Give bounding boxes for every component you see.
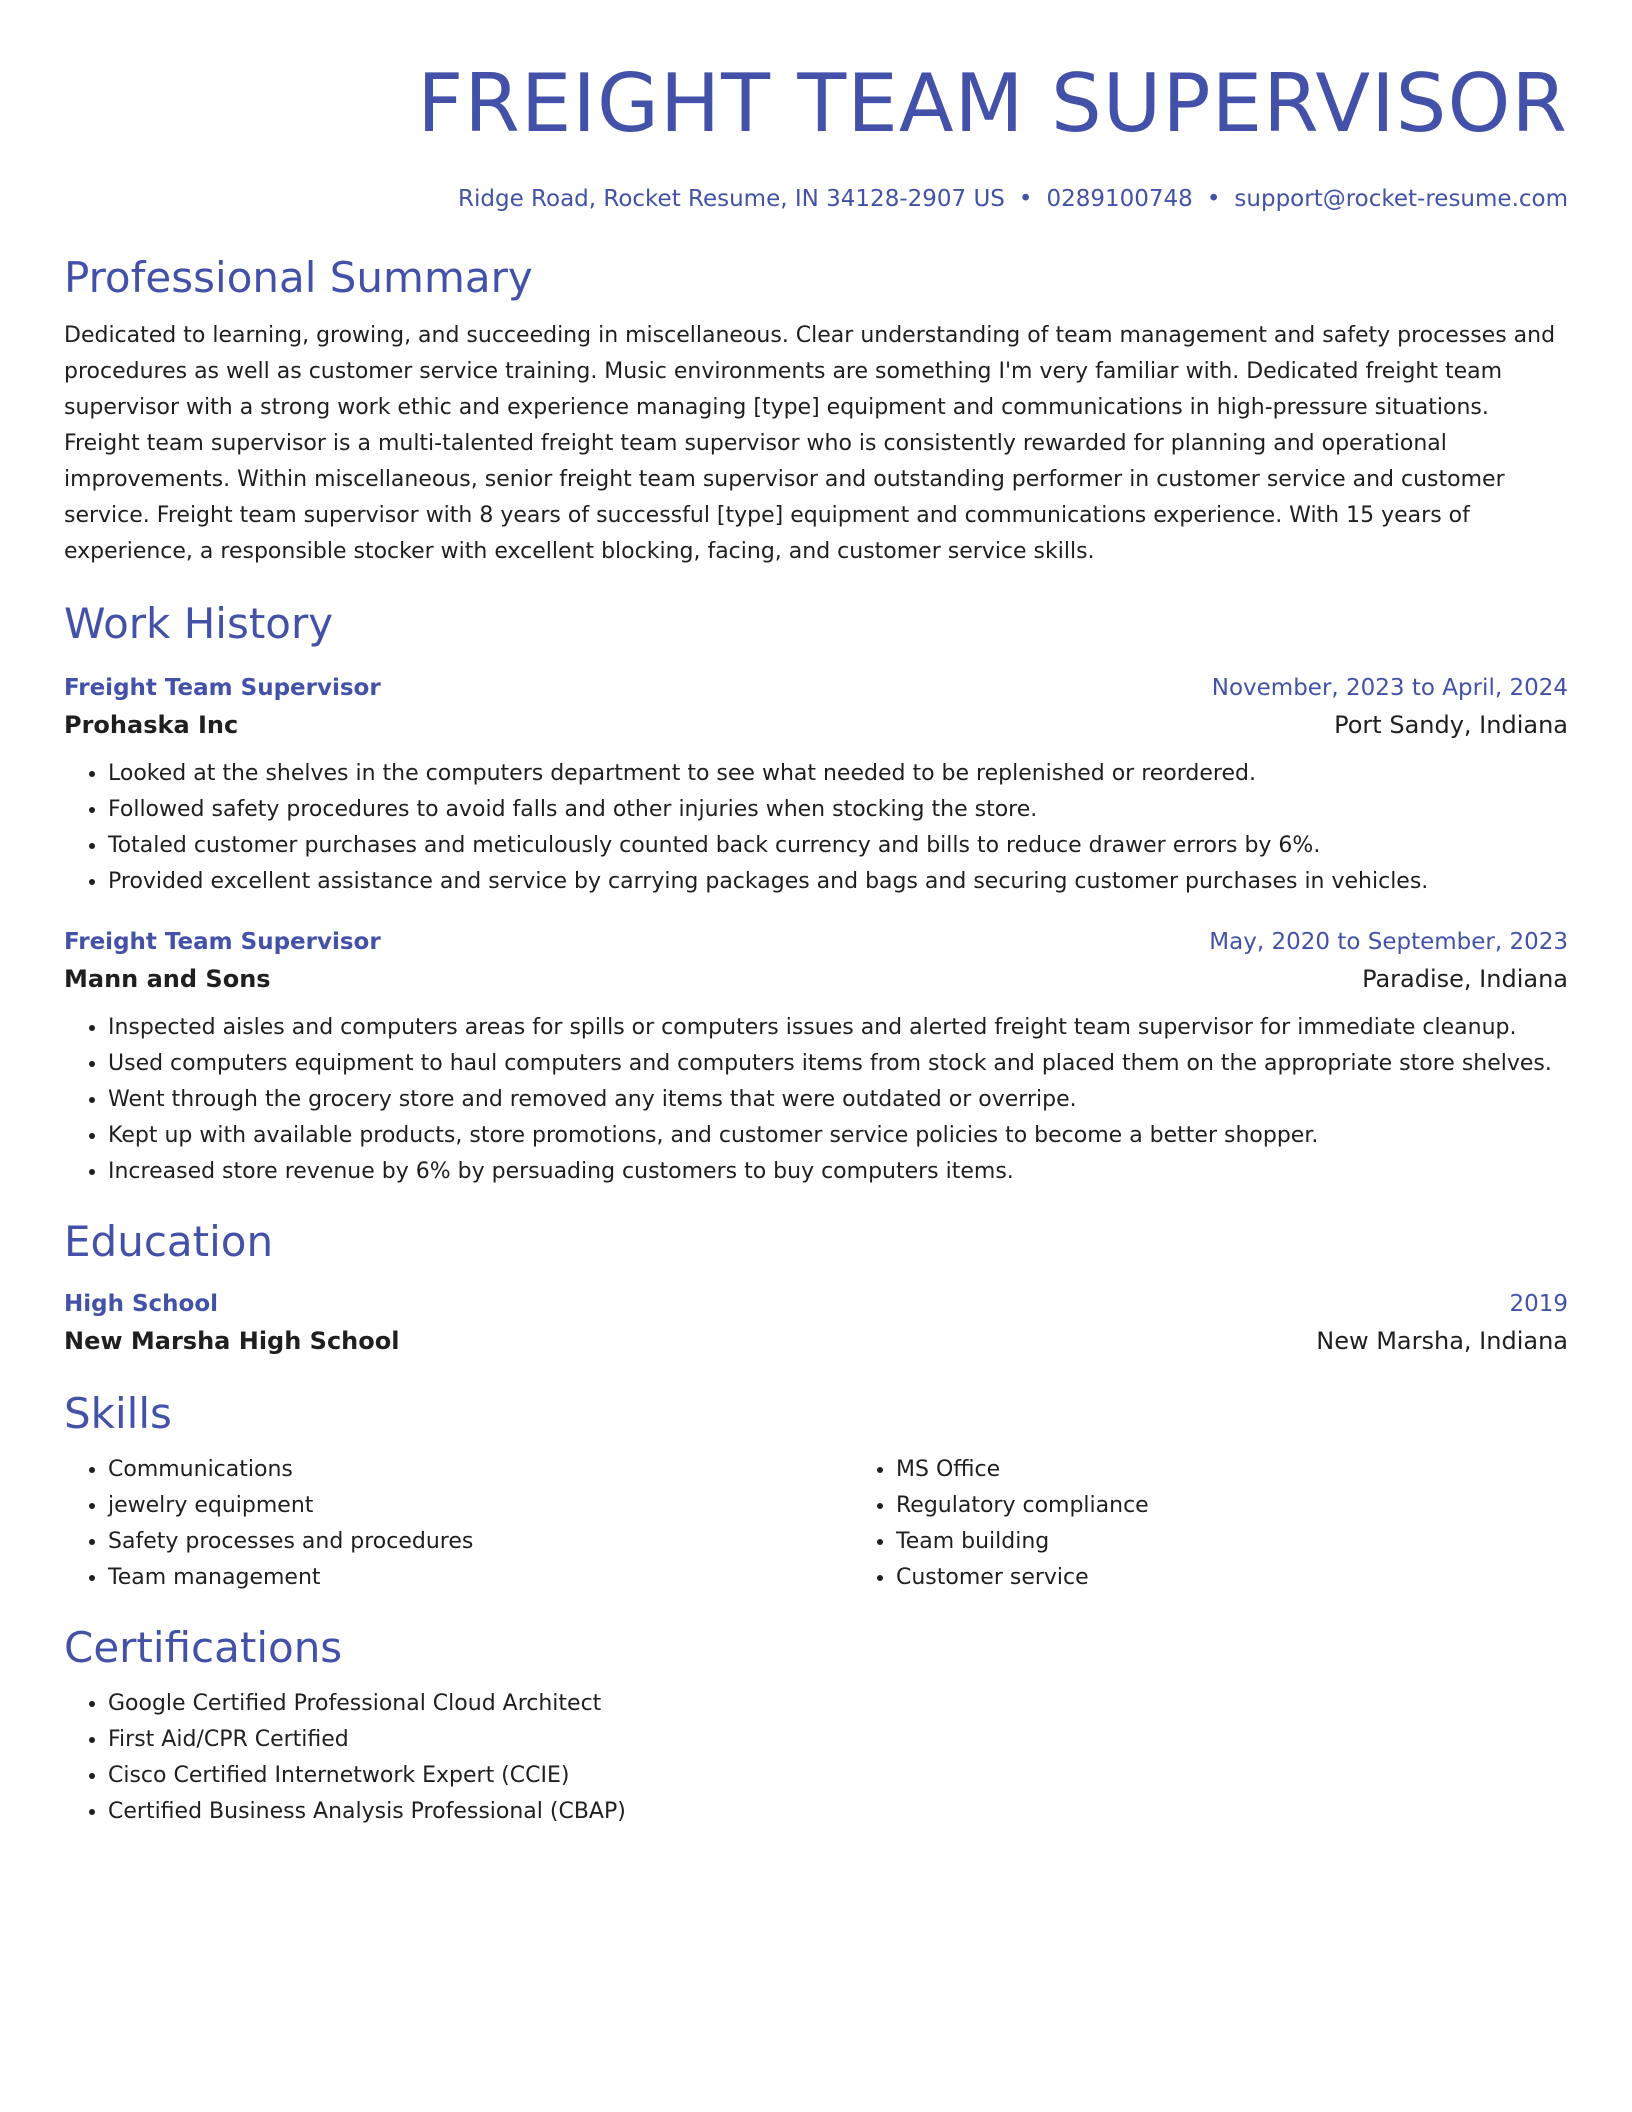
skills-heading: Skills [64,1389,172,1438]
company-name: Prohaska Inc [64,711,239,739]
skills-list-left [64,1452,852,1596]
education-header-row [64,1286,1568,1322]
job-dates: May, 2020 to September, 2023 [1209,929,1568,955]
education-school-row [64,1322,1568,1360]
skill-item: • jewelry equipment [108,1488,852,1524]
address-text: Ridge Road, Rocket Resume, IN 34128-2907 US [458,186,1005,212]
candidate-name: FREIGHT TEAM SUPERVISOR [417,57,1568,150]
job-title: Freight Team Supervisor [64,675,381,701]
skill-item: • MS Office [896,1452,1632,1488]
resume-page [64,0,1568,1830]
education-heading: Education [64,1217,274,1266]
degree-name: High School [64,1291,219,1317]
list-item: • Followed safety procedures to avoid falls and other injuries when stocking the store. [108,792,1568,828]
skill-item: • Communications [108,1452,852,1488]
email-link[interactable]: support@rocket-resume.com [1234,186,1568,212]
skill-item: • Team building [896,1524,1632,1560]
job-header-row [64,924,1568,960]
summary-text: Dedicated to learning, growing, and succeeding in miscellaneous. Clear understanding of team management and safety processes and procedures as well as customer service training. Music environments are something I'm very familiar with. Dedicated freight team supervisor with a strong work ethic and experience managing [type] equipment and communications in high-pressure situations. Freight team supervisor is a multi-talented freight team supervisor who is consistently rewarded for planning and operational improvements. Within miscellaneous, senior freight team supervisor and outstanding performer in customer service and customer service. Freight team supervisor with 8 years of successful [type] equipment and communications experience. With 15 years of experience, a responsible stocker with excellent blocking, facing, and customer service skills. [64,323,1556,564]
list-item: • Inspected aisles and computers areas for spills or computers issues and alerted freight team supervisor for immediate cleanup. [108,1010,1568,1046]
certification-item: • Cisco Certified Internetwork Expert (CCIE) [108,1758,1568,1794]
work-history-heading: Work History [64,599,334,648]
graduation-year: 2019 [1509,1291,1568,1317]
job-company-row [64,706,1568,744]
job-entry [64,924,1568,1190]
list-item: • Used computers equipment to haul computers and computers items from stock and placed them on the appropriate store shelves. [108,1046,1568,1082]
certification-item: • Certified Business Analysis Professional (CBAP) [108,1794,1568,1830]
job-dates: November, 2023 to April, 2024 [1211,675,1568,701]
certification-item: • Google Certified Professional Cloud Architect [108,1686,1568,1722]
contact-separator: • [1206,186,1221,212]
school-location: New Marsha, Indiana [1316,1327,1568,1355]
job-header-row [64,670,1568,706]
certification-item: • First Aid/CPR Certified [108,1722,1568,1758]
school-name: New Marsha High School [64,1327,400,1355]
job-location: Port Sandy, Indiana [1334,711,1568,739]
summary-heading: Professional Summary [64,253,533,302]
skill-item: • Customer service [896,1560,1632,1596]
list-item: • Kept up with available products, store promotions, and customer service policies to become a better shopper. [108,1118,1568,1154]
contact-line [64,182,1568,216]
job-bullets [64,1010,1568,1190]
list-item: • Increased store revenue by 6% by persuading customers to buy computers items. [108,1154,1568,1190]
skill-item: • Regulatory compliance [896,1488,1632,1524]
job-entry [64,670,1568,900]
contact-separator: • [1018,186,1033,212]
skill-item: • Team management [108,1560,852,1596]
list-item: • Went through the grocery store and removed any items that were outdated or overripe. [108,1082,1568,1118]
company-name: Mann and Sons [64,965,271,993]
job-title: Freight Team Supervisor [64,929,381,955]
certifications-list [64,1686,1568,1830]
certifications-heading: Certifications [64,1623,343,1672]
skill-item: • Safety processes and procedures [108,1524,852,1560]
education-entry [64,1286,1568,1360]
list-item: • Provided excellent assistance and service by carrying packages and bags and securing customer purchases in vehicles. [108,864,1568,900]
list-item: • Looked at the shelves in the computers department to see what needed to be replenished or reordered. [108,756,1568,792]
phone-text: 0289100748 [1046,186,1193,212]
job-company-row [64,960,1568,998]
list-item: • Totaled customer purchases and meticulously counted back currency and bills to reduce drawer errors by 6%. [108,828,1568,864]
skills-columns [64,1452,1568,1596]
skills-list-right [852,1452,1632,1596]
job-bullets [64,756,1568,900]
job-location: Paradise, Indiana [1362,965,1568,993]
